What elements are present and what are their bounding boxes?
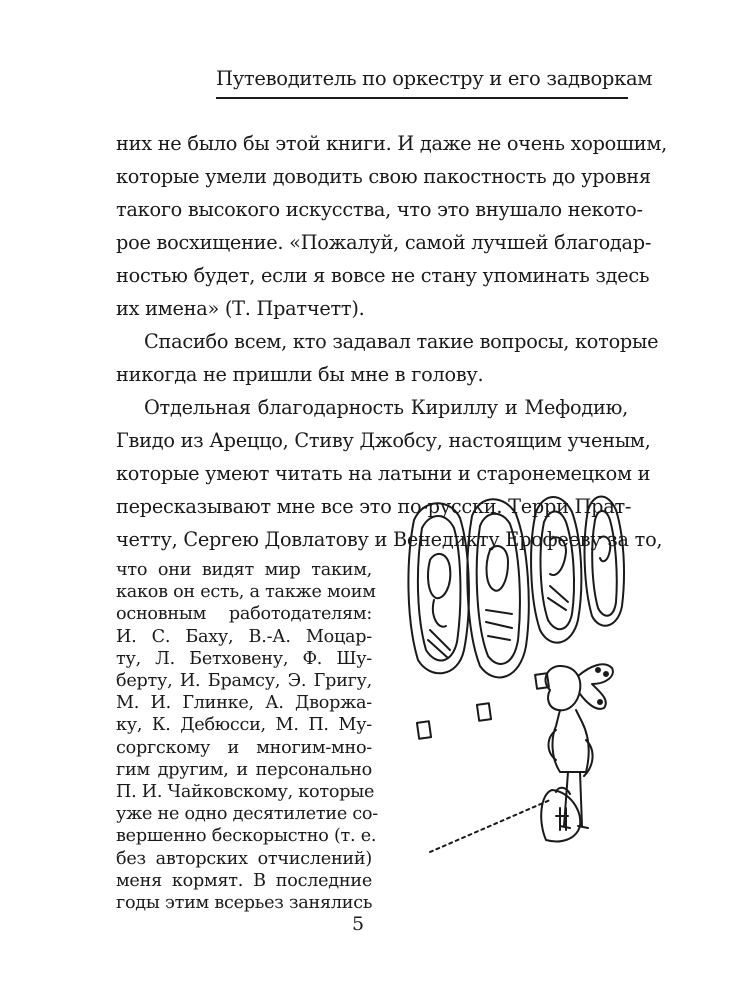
portrait-frame-2: [467, 499, 528, 677]
text-line: их имена» (Т. Пратчетт).: [116, 297, 365, 320]
text-line: ту, Л. Бетховену, Ф. Шу-: [116, 648, 372, 669]
text-line: без авторских отчислений): [116, 848, 372, 869]
text-line: уже не одно десятилетие со-: [116, 804, 378, 825]
text-line: четту, Сергею Довлатову и Венедикту Ерофееву за то,: [116, 528, 663, 551]
girl-figure: [541, 664, 613, 841]
header-rule: [216, 97, 628, 99]
text-line: И. С. Баху, В.-А. Моцар-: [116, 626, 372, 647]
text-line: каков он есть, а также моим: [116, 582, 376, 603]
running-head: Путеводитель по оркестру и его задворкам: [216, 67, 653, 90]
text-line: основным работодателям:: [116, 604, 372, 625]
page-number: 5: [351, 913, 365, 935]
text-line: гим другим, и персонально: [116, 759, 372, 780]
text-line: ностью будет, если я вовсе не стану упоминать здесь: [116, 264, 650, 287]
text-line: П. И. Чайковскому, которые: [116, 782, 375, 802]
text-line: берту, И. Брамсу, Э. Григу,: [116, 671, 372, 691]
gallery-illustration: [400, 490, 630, 890]
portrait-frame-4: [585, 497, 624, 626]
portrait-frame-1: [408, 503, 469, 673]
text-line: Отдельная благодарность Кириллу и Мефодию,: [144, 396, 628, 419]
text-line: никогда не пришли бы мне в голову.: [116, 363, 484, 386]
wall-label: [477, 703, 491, 721]
text-line: них не было бы этой книги. И даже не очень хорошим,: [116, 132, 667, 155]
text-line: вершенно бескорыстно (т. е.: [116, 826, 377, 847]
text-line: меня кормят. В последние: [116, 870, 372, 891]
portrait-frame-3: [531, 497, 581, 643]
text-line: которые умеют читать на латыни и старонемецком и: [116, 462, 651, 485]
text-line: годы этим всерьез занялись: [116, 893, 373, 913]
text-line: Гвидо из Ареццо, Стиву Джобсу, настоящим ученым,: [116, 429, 651, 452]
text-line: которые умели доводить свою пакостность до уровня: [116, 165, 651, 188]
text-line: ку, К. Дебюсси, М. П. Му-: [116, 715, 372, 736]
text-line: пересказывают мне все это по-русски. Терри Прат-: [116, 495, 632, 518]
text-line: что они видят мир таким,: [116, 560, 372, 580]
text-line: рое восхищение. «Пожалуй, самой лучшей благодар-: [116, 231, 652, 254]
text-line: такого высокого искусства, что это внушало некото-: [116, 198, 643, 221]
wall-label: [417, 721, 431, 739]
text-line: М. И. Глинке, А. Дворжа-: [116, 693, 372, 714]
text-line: соргскому и многим-мно-: [116, 737, 372, 758]
text-line: Спасибо всем, кто задавал такие вопросы, которые: [144, 330, 659, 353]
